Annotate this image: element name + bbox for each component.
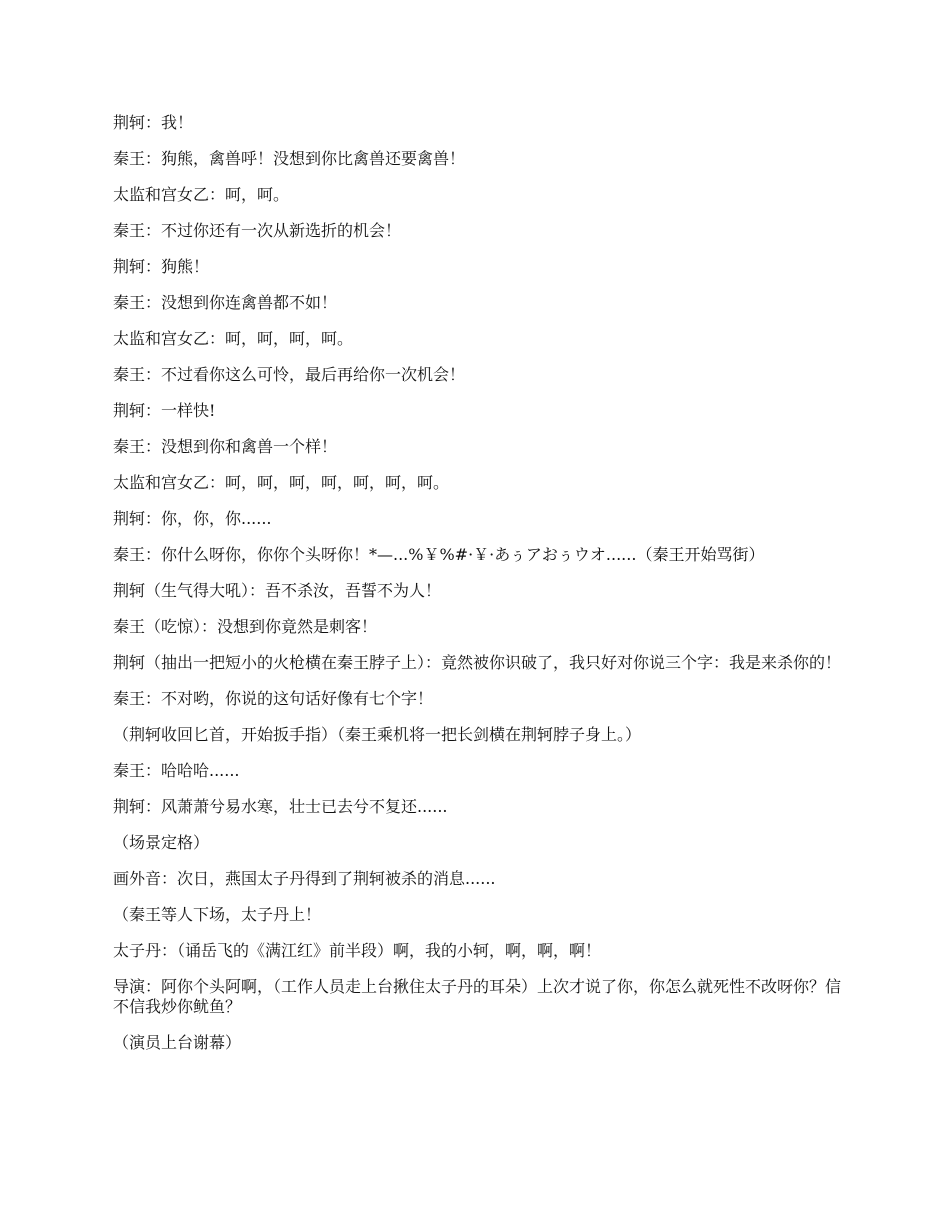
dialogue-line: 太子丹：（诵岳飞的《满江红》前半段）啊，我的小轲，啊，啊，啊！ xyxy=(113,941,602,960)
dialogue-line: 太监和宫女乙：呵，呵。 xyxy=(113,185,290,204)
dialogue-line: 太监和宫女乙：呵，呵，呵，呵，呵，呵，呵。 xyxy=(113,473,450,492)
narration-line: 画外音：次日，燕国太子丹得到了荆轲被杀的消息...... xyxy=(113,869,496,888)
stage-direction: （场景定格） xyxy=(113,833,210,852)
script-page xyxy=(113,113,843,1069)
dialogue-line: 荆轲：一样快! xyxy=(113,401,216,420)
stage-direction: （秦王等人下场，太子丹上！ xyxy=(113,905,322,924)
dialogue-line: 荆轲：风萧萧兮易水寒，壮士已去兮不复还...... xyxy=(113,797,448,816)
dialogue-line: 导演：阿你个头阿啊，（工作人员走上台揪住太子丹的耳朵）上次才说了你，你怎么就死性不改呀你？信不信我炒你鱿鱼？ xyxy=(113,977,842,1016)
dialogue-line: 荆轲：我！ xyxy=(113,113,194,132)
stage-direction: （演员上台谢幕） xyxy=(113,1033,242,1052)
dialogue-line: 荆轲（抽出一把短小的火枪横在秦王脖子上）：竟然被你识破了，我只好对你说三个字：我是来杀你的！ xyxy=(113,653,842,672)
dialogue-line: 秦王（吃惊）：没想到你竟然是刺客！ xyxy=(113,617,378,636)
dialogue-line: 秦王：没想到你连禽兽都不如！ xyxy=(113,293,338,312)
dialogue-line: 秦王：不过你还有一次从新选折的机会！ xyxy=(113,221,402,240)
dialogue-line: 秦王：不对哟，你说的这句话好像有七个字！ xyxy=(113,689,434,708)
dialogue-line: 秦王：你什么呀你，你你个头呀你！*—...%￥%#·￥·あぅアおぅウオ......（秦王开始骂街） xyxy=(113,545,765,564)
dialogue-line: 秦王：哈哈哈...... xyxy=(113,761,240,780)
dialogue-line: 秦王：没想到你和禽兽一个样！ xyxy=(113,437,338,456)
dialogue-line: 荆轲（生气得大吼）：吾不杀汝，吾誓不为人！ xyxy=(113,581,442,600)
dialogue-line: 荆轲：狗熊！ xyxy=(113,257,210,276)
stage-direction: （荆轲收回匕首，开始扳手指）（秦王乘机将一把长剑横在荆轲脖子身上。） xyxy=(113,725,642,744)
dialogue-line: 秦王：狗熊，禽兽呼！没想到你比禽兽还要禽兽！ xyxy=(113,149,466,168)
dialogue-line: 荆轲：你，你，你...... xyxy=(113,509,272,528)
dialogue-line: 太监和宫女乙：呵，呵，呵，呵。 xyxy=(113,329,354,348)
dialogue-line: 秦王：不过看你这么可怜，最后再给你一次机会！ xyxy=(113,365,466,384)
